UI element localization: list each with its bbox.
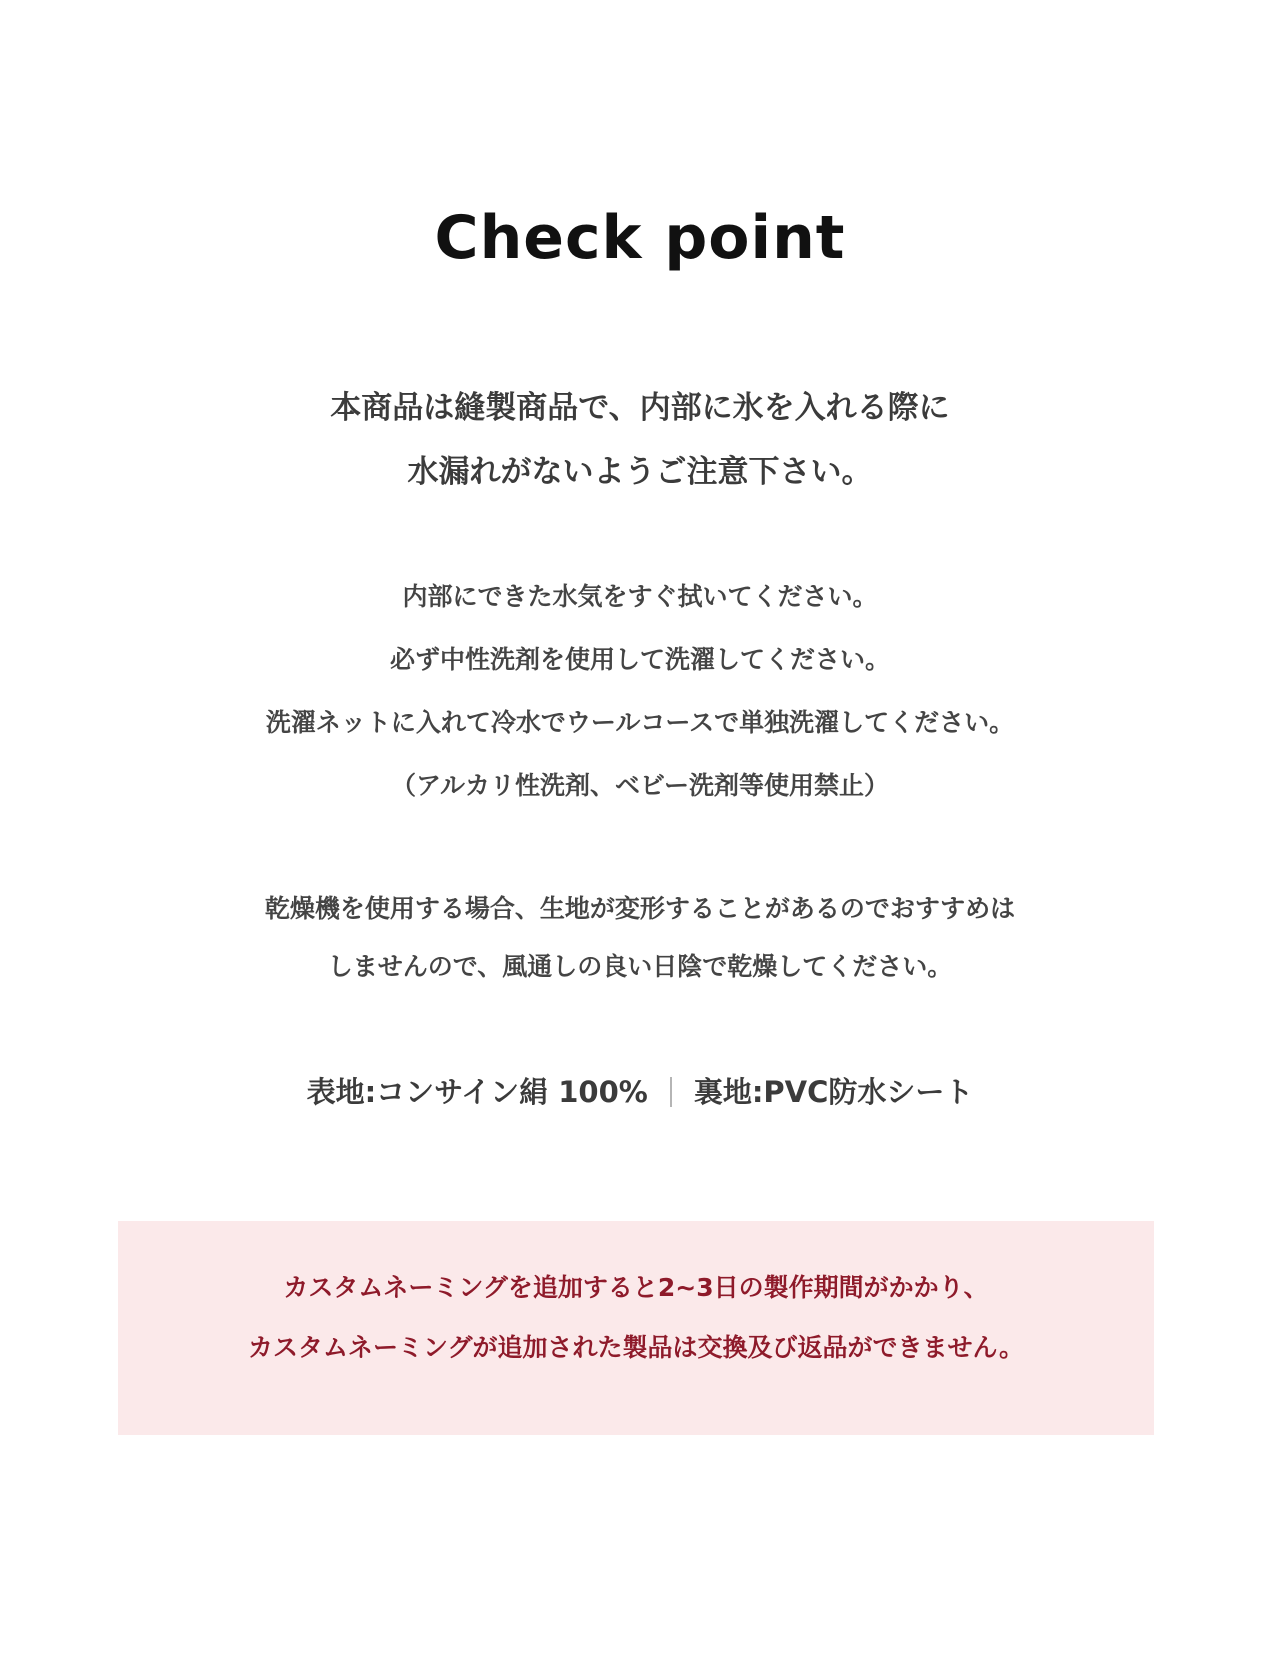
care-line-wipe: 内部にできた水気をすぐ拭いてください。 <box>402 582 878 611</box>
dryer-line-1: 乾燥機を使用する場合、生地が変形することがあるのでおすすめは <box>264 894 1016 923</box>
care-line-detergent: 必ず中性洗剤を使用して洗濯してください。 <box>389 645 890 674</box>
care-instructions <box>0 580 1280 832</box>
material-info <box>0 1070 1280 1111</box>
material-lining: 裏地:PVC防水シート <box>693 1075 974 1109</box>
care-line-wash: 洗濯ネットに入れて冷水でウールコースで単独洗濯してください。 <box>265 708 1015 737</box>
material-outer: 表地:コンサイン絹 100% <box>306 1075 648 1109</box>
material-divider <box>670 1077 672 1107</box>
notice-line-2: カスタムネーミングが追加された製品は交換及び返品ができません。 <box>247 1333 1024 1362</box>
page-title: Check point <box>434 203 846 273</box>
notice-line-1: カスタムネーミングを追加すると2~3日の製作期間がかかり、 <box>283 1273 989 1302</box>
dryer-instructions <box>0 892 1280 1008</box>
dryer-line-2: しませんので、風通しの良い日陰で乾燥してください。 <box>327 952 953 981</box>
intro-line-2: 水漏れがないようご注意下さい。 <box>407 454 873 490</box>
intro-notice <box>0 388 1280 516</box>
care-line-prohibited: （アルカリ性洗剤、ベビー洗剤等使用禁止） <box>390 771 889 800</box>
custom-naming-notice <box>118 1221 1154 1435</box>
intro-line-1: 本商品は縫製商品で、内部に氷を入れる際に <box>330 390 950 426</box>
